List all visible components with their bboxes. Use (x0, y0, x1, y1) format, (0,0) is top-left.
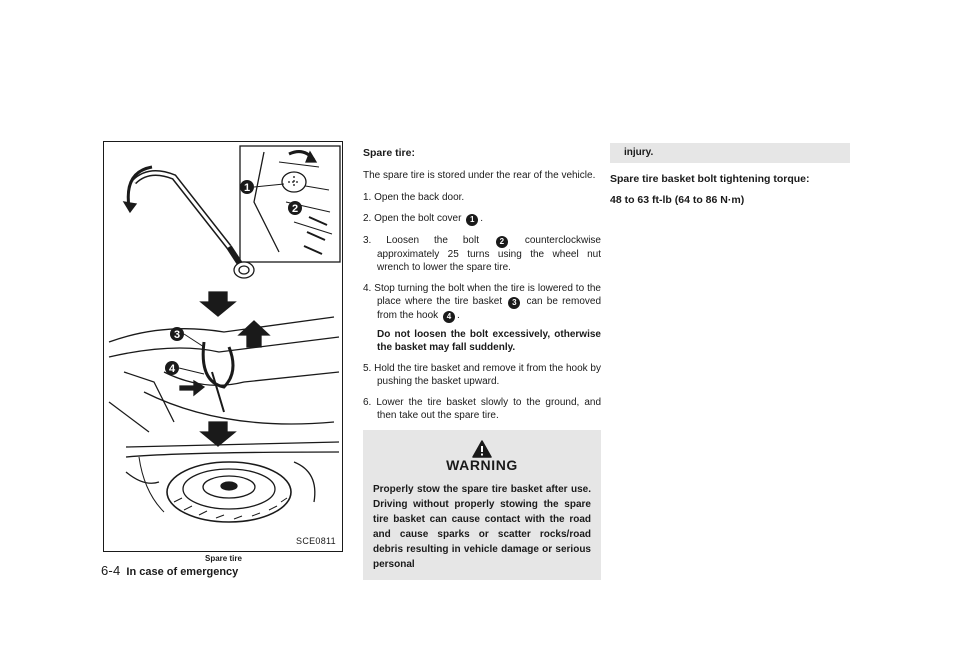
warning-icon (472, 440, 492, 458)
step-4: 4. Stop turning the bolt when the tire is lowered to the place where the tire basket 3 can be removed from the hook 4 . Do not loosen the bolt excessively, otherwise the basket may fall suddenly. (363, 283, 602, 353)
page-number: 6-4 (101, 563, 121, 578)
torque-heading: Spare tire basket bolt tightening torque: (610, 173, 810, 185)
step-5: 5. Hold the tire basket and remove it from the hook by pushing the basket upward. (363, 363, 601, 387)
callout-ref-3: 3 (508, 297, 520, 309)
step-3: 3. Loosen the bolt 2 counterclockwise approximately 25 turns using the wheel nut wrench to lower the spare tire. (363, 235, 601, 273)
step-6: 6. Lower the tire basket slowly to the ground, and then take out the spare tire. (363, 397, 601, 421)
warning-box (363, 430, 601, 580)
warning-header (373, 438, 591, 472)
callout-2: 2 (291, 203, 299, 215)
instructions-column (363, 147, 601, 580)
figure-caption: Spare tire (205, 554, 242, 563)
callout-ref-1: 1 (466, 214, 478, 226)
down-arrow-icon-2 (201, 422, 235, 446)
warning-text: Properly stow the spare tire basket after use. Driving without properly stowing the spare tire basket can cause contact with the road and cause sparks or scatter rocks/road debris resulting in vehicle damage or serious personal (373, 484, 591, 570)
step-2: 2. Open the bolt cover 1 . (363, 213, 483, 224)
torque-value: 48 to 63 ft-lb (64 to 86 N·m) (610, 194, 745, 206)
callout-ref-2: 2 (496, 236, 508, 248)
page-footer (101, 563, 238, 578)
steps-list (363, 191, 601, 422)
caution-note: Do not loosen the bolt excessively, otherwise the basket may fall suddenly. (377, 329, 601, 353)
callout-ref-4: 4 (443, 311, 455, 323)
left-arrow-icon (180, 381, 204, 395)
warning-continued: injury. (610, 143, 850, 163)
spare-tire-illustration (104, 142, 344, 553)
torque-column (610, 143, 850, 207)
section-title: In case of emergency (126, 566, 239, 578)
down-arrow-icon (201, 292, 235, 316)
figure-code: SCE0811 (296, 536, 336, 546)
section-heading: Spare tire: (363, 147, 415, 159)
warning-title: WARNING (446, 457, 518, 473)
step-1: 1. Open the back door. (363, 192, 465, 203)
intro-paragraph: The spare tire is stored under the rear of the vehicle. (363, 170, 596, 181)
up-arrow-icon (239, 321, 269, 347)
callout-3: 3 (173, 329, 181, 341)
callout-1: 1 (243, 182, 251, 194)
callout-4: 4 (168, 363, 176, 375)
spare-tire-figure (103, 141, 343, 552)
